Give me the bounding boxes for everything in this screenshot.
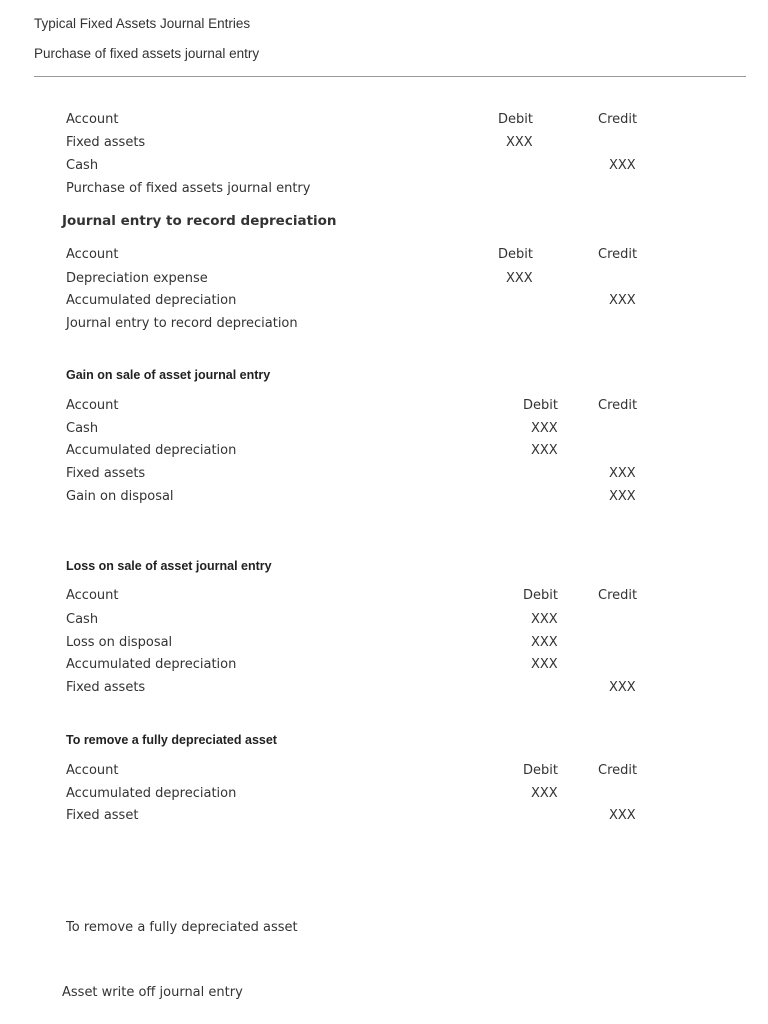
account-name: Fixed assets [66,466,146,481]
section-title-remove: To remove a fully depreciated asset [66,733,277,747]
account-name: Fixed asset [66,808,139,823]
credit-amount: XXX [609,489,636,504]
debit-amount: XXX [506,271,533,286]
credit-header: Credit [598,763,638,778]
account-header: Account [66,398,119,413]
debit-amount: XXX [531,786,558,801]
credit-amount: XXX [609,158,636,173]
debit-amount: XXX [531,657,558,672]
debit-amount: XXX [506,135,533,150]
account-header: Account [66,112,119,127]
debit-amount: XXX [531,635,558,650]
account-name: Fixed assets [66,135,146,150]
account-header: Account [66,247,119,262]
credit-header: Credit [598,247,638,262]
section-title-write-off: Asset write off journal entry [62,985,243,1000]
section-title-depreciation: Journal entry to record depreciation [62,213,337,229]
credit-amount: XXX [609,680,636,695]
credit-amount: XXX [609,466,636,481]
debit-header: Debit [498,112,533,127]
entry-caption: To remove a fully depreciated asset [66,920,298,935]
entry-caption: Purchase of fixed assets journal entry [66,181,311,196]
account-name: Accumulated depreciation [66,657,237,672]
account-name: Depreciation expense [66,271,208,286]
credit-header: Credit [598,112,638,127]
debit-amount: XXX [531,443,558,458]
account-name: Loss on disposal [66,635,173,650]
account-name: Accumulated depreciation [66,293,237,308]
credit-amount: XXX [609,293,636,308]
page-subtitle: Purchase of fixed assets journal entry [34,46,260,61]
section-title-loss: Loss on sale of asset journal entry [66,559,272,573]
account-name: Cash [66,421,99,436]
debit-header: Debit [523,588,558,603]
page-title: Typical Fixed Assets Journal Entries [34,16,251,31]
section-title-gain: Gain on sale of asset journal entry [66,368,271,382]
debit-header: Debit [498,247,533,262]
account-name: Accumulated depreciation [66,443,237,458]
account-name: Accumulated depreciation [66,786,237,801]
account-name: Cash [66,158,99,173]
credit-header: Credit [598,398,638,413]
account-header: Account [66,588,119,603]
debit-header: Debit [523,763,558,778]
account-header: Account [66,763,119,778]
debit-amount: XXX [531,421,558,436]
debit-amount: XXX [531,612,558,627]
account-name: Fixed assets [66,680,146,695]
header-divider [34,76,746,77]
account-name: Cash [66,612,99,627]
credit-header: Credit [598,588,638,603]
account-name: Gain on disposal [66,489,174,504]
debit-header: Debit [523,398,558,413]
entry-caption: Journal entry to record depreciation [66,316,298,331]
credit-amount: XXX [609,808,636,823]
